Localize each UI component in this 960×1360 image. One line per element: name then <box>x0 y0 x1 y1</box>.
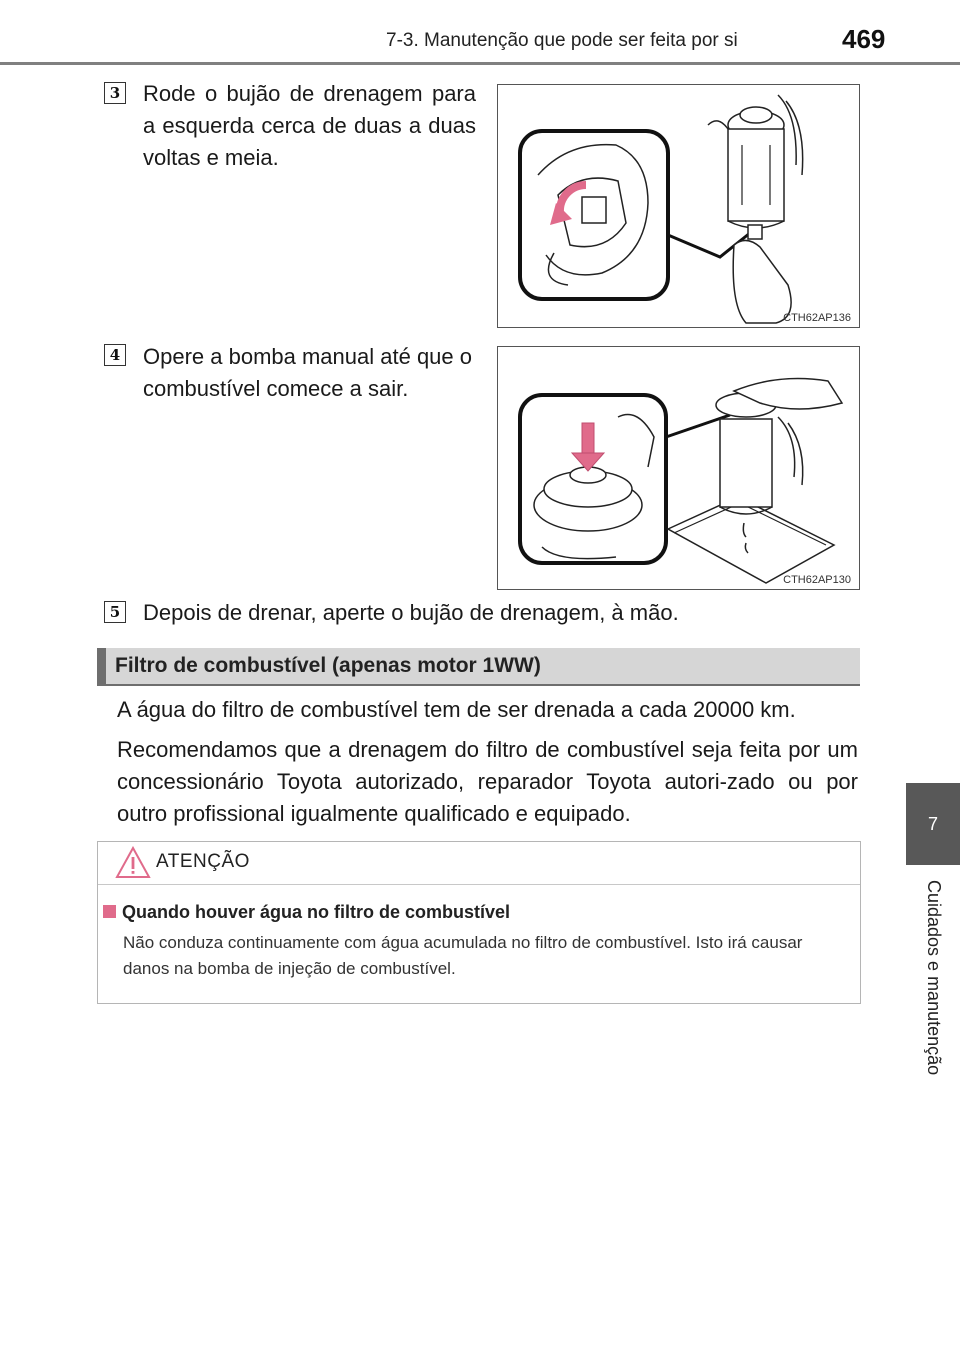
caution-header <box>98 842 860 885</box>
bullet-square-icon <box>103 905 116 918</box>
warning-triangle-icon <box>115 846 151 880</box>
heading-accent-bar <box>97 648 106 684</box>
chapter-number: 7 <box>927 813 938 834</box>
caution-body: Não conduza continuamente com água acumulada no filtro de combustível. Isto irá causar danos na bomba de injeção de combustível. <box>123 933 803 978</box>
hand-pump-illustration <box>498 347 858 588</box>
header-rule <box>0 62 960 65</box>
section-rule <box>97 684 860 686</box>
figure-hand-pump <box>497 346 860 590</box>
drain-plug-illustration <box>498 85 858 326</box>
step-number-badge: 5 <box>104 601 126 623</box>
step-text: Opere a bomba manual até que o combustível comece a sair. <box>143 344 473 401</box>
caution-title: ATENÇÃO <box>156 851 250 872</box>
caution-subheading: Quando houver água no filtro de combustível <box>98 902 510 923</box>
body-paragraph: Recomendamos que a drenagem do filtro de combustível seja feita por um concessionário Toyota autorizado, reparador Toyota autori-zado ou por outro profissional igualmente qualificado e equipado. <box>117 737 858 826</box>
body-paragraph: A água do filtro de combustível tem de ser drenada a cada 20000 km. <box>117 697 796 722</box>
chapter-tab[interactable] <box>906 783 960 865</box>
figure-drain-plug <box>497 84 860 328</box>
step-number-badge: 3 <box>104 82 126 104</box>
step-text: Rode o bujão de drenagem para a esquerda cerca de duas a duas voltas e meia. <box>143 81 476 170</box>
section-heading-text: Filtro de combustível (apenas motor 1WW) <box>115 654 541 677</box>
section-heading <box>97 648 860 684</box>
figure-code: CTH62AP130 <box>783 574 851 586</box>
page-number: 469 <box>842 24 886 54</box>
caution-box <box>97 841 861 1004</box>
step-number-badge: 4 <box>104 344 126 366</box>
step-text: Depois de drenar, aperte o bujão de drenagem, à mão. <box>143 600 679 625</box>
running-header: 7-3. Manutenção que pode ser feita por si <box>386 30 738 51</box>
figure-code: CTH62AP136 <box>783 312 851 324</box>
